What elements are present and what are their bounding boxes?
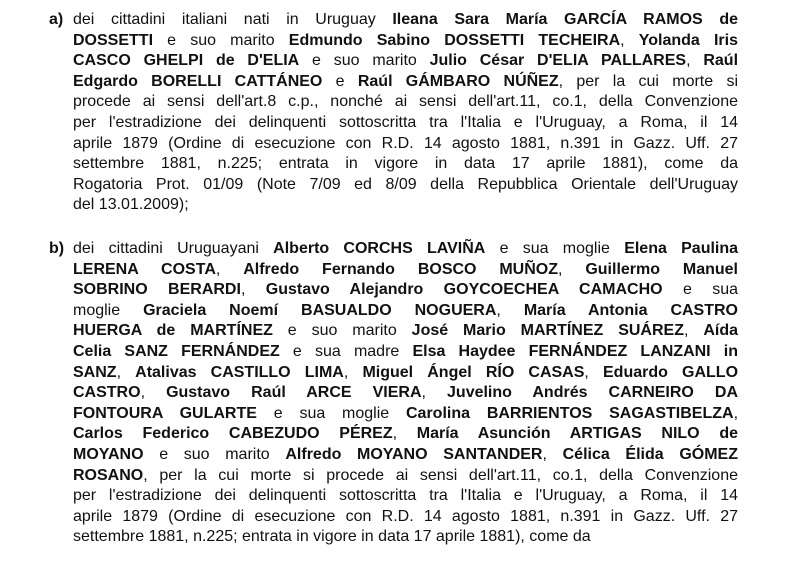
bold-name-segment: Raúl: [703, 52, 739, 70]
text-segment: ,: [496, 301, 524, 319]
text-segment: e sua moglie: [485, 240, 625, 257]
bold-name-segment: María Asunción ARTIGAS NILO de: [416, 425, 739, 443]
text-line: [73, 363, 738, 384]
text-line: [73, 301, 738, 322]
bold-name-segment: Yolanda Iris: [638, 31, 739, 49]
bold-name-segment: Gustavo Alejandro GOYCOECHEA CAMACHO: [265, 281, 663, 299]
bold-name-segment: Graciela Noemí BASUALDO NOGUERA: [143, 301, 497, 319]
text-segment: e sua madre: [279, 342, 413, 360]
text-segment: , per la cui morte si procede ai sensi dell'art.11, co.1, della Convenzione: [143, 466, 738, 484]
bold-name-segment: Raúl GÁMBARO NÚÑEZ: [357, 72, 559, 90]
text-segment: ,: [421, 384, 448, 402]
text-segment: settembre 1881, n.225; entrata in vigore in data 17 aprile 1881), come da: [73, 155, 738, 173]
text-segment: dei cittadini italiani nati in Uruguay: [73, 11, 393, 28]
bold-name-segment: Ileana Sara María GARCÍA RAMOS de: [392, 11, 739, 28]
text-segment: ,: [240, 281, 266, 299]
text-segment: , per la cui morte si: [558, 72, 738, 90]
bold-name-segment: Alfredo Fernando BOSCO MUÑOZ: [243, 260, 559, 278]
bold-name-segment: MOYANO: [73, 445, 144, 463]
text-line: [73, 51, 738, 72]
bold-name-segment: Eduardo GALLO: [603, 363, 739, 381]
text-segment: e suo marito: [143, 445, 286, 463]
paragraph-b: [73, 239, 738, 548]
bold-name-segment: LERENA COSTA: [73, 260, 216, 278]
text-line: [73, 321, 738, 342]
text-segment: procede ai sensi dell'art.8 c.p., nonché ai sensi dell'art.11, co.1, della Convenzione: [73, 93, 738, 111]
text-line: [73, 466, 738, 487]
bold-name-segment: SANZ: [73, 363, 117, 381]
bold-name-segment: Gustavo Raúl ARCE VIERA: [166, 384, 422, 402]
text-segment: ,: [620, 31, 639, 49]
paragraph-a: [73, 10, 738, 216]
bold-name-segment: ROSANO: [73, 466, 144, 484]
text-segment: ,: [584, 363, 603, 381]
bold-name-segment: Celia SANZ FERNÁNDEZ: [73, 342, 280, 360]
bold-name-segment: Alberto CORCHS LAVIÑA: [273, 240, 486, 257]
text-segment: ,: [542, 445, 563, 463]
bold-name-segment: Carlos Federico CABEZUDO PÉREZ: [73, 425, 393, 443]
bold-name-segment: María Antonia CASTRO: [523, 301, 739, 319]
text-line: [73, 527, 738, 548]
bold-name-segment: Elena Paulina: [624, 240, 739, 257]
text-line: [73, 342, 738, 363]
text-line: [73, 260, 738, 281]
bold-name-segment: DOSSETTI: [73, 31, 154, 49]
text-line: [73, 507, 738, 528]
text-line: [73, 404, 738, 425]
bold-name-segment: CASTRO: [73, 384, 141, 402]
text-line: [73, 383, 738, 404]
text-segment: ,: [686, 52, 704, 70]
item-label-b: b): [49, 240, 65, 257]
text-line: [73, 424, 738, 445]
bold-name-segment: FONTOURA GULARTE: [73, 404, 257, 422]
text-line: [73, 31, 738, 52]
bold-name-segment: Aída: [703, 322, 738, 340]
text-line: [73, 10, 738, 31]
text-segment: aprile 1879 (Ordine di esecuzione con R.D. 14 agosto 1881, n.391 in Gazz. Uff. 27: [73, 507, 738, 525]
bold-name-segment: Julio César D'ELIA PALLARES: [429, 52, 687, 70]
bold-name-segment: HUERGA de MARTÍNEZ: [73, 322, 273, 340]
bold-name-segment: Célica Élida GÓMEZ: [562, 445, 739, 463]
text-segment: e suo marito: [272, 322, 412, 340]
text-segment: dei cittadini Uruguayani: [73, 240, 274, 257]
text-line: [73, 280, 738, 301]
text-segment: del 13.01.2009);: [73, 196, 189, 214]
bold-name-segment: CASCO GHELPI de D'ELIA: [73, 52, 300, 70]
text-segment: ,: [140, 384, 167, 402]
text-segment: e: [322, 72, 358, 90]
text-line: [73, 239, 738, 260]
text-segment: e sua: [662, 281, 738, 299]
text-line: [73, 486, 738, 507]
item-label-a: a): [49, 11, 64, 28]
text-segment: ,: [116, 363, 136, 381]
text-line: [73, 175, 738, 196]
text-segment: e suo marito: [299, 52, 430, 70]
text-line: [73, 134, 738, 155]
text-line: [73, 113, 738, 134]
text-segment: settembre 1881, n.225; entrata in vigore in data 17 aprile 1881), come da: [73, 528, 591, 546]
text-segment: ,: [558, 260, 586, 278]
text-segment: ,: [215, 260, 244, 278]
bold-name-segment: Elsa Haydee FERNÁNDEZ LANZANI in: [412, 342, 739, 360]
bold-name-segment: Guillermo Manuel: [585, 260, 738, 278]
bold-name-segment: Edgardo BORELLI CATTÁNEO: [73, 72, 323, 90]
text-segment: per l'estradizione dei delinquenti sottoscritta tra l'Italia e l'Uruguay, a Roma, il 14: [73, 113, 738, 131]
text-segment: ,: [683, 322, 704, 340]
text-segment: Rogatoria Prot. 01/09 (Note 7/09 ed 8/09 della Repubblica Orientale dell'Uruguay: [73, 175, 738, 193]
bold-name-segment: Miguel Ángel RÍO CASAS: [362, 363, 585, 381]
bold-name-segment: Alfredo MOYANO SANTANDER: [285, 445, 543, 463]
text-line: [73, 154, 738, 175]
bold-name-segment: Atalivas CASTILLO LIMA: [135, 363, 344, 381]
text-segment: moglie: [73, 301, 144, 319]
text-segment: ,: [733, 404, 739, 422]
bold-name-segment: Carolina BARRIENTOS SAGASTIBELZA: [406, 404, 734, 422]
text-segment: ,: [343, 363, 363, 381]
bold-name-segment: SOBRINO BERARDI: [73, 281, 241, 299]
text-segment: ,: [392, 425, 417, 443]
text-line: [73, 72, 738, 93]
text-segment: e suo marito: [153, 31, 289, 49]
text-segment: aprile 1879 (Ordine di esecuzione con R.D. 14 agosto 1881, n.391 in Gazz. Uff. 27: [73, 134, 738, 152]
text-segment: e sua moglie: [256, 404, 406, 422]
text-line: [73, 445, 738, 466]
bold-name-segment: José Mario MARTÍNEZ SUÁREZ: [411, 322, 684, 340]
text-line: [73, 195, 738, 216]
bold-name-segment: Edmundo Sabino DOSSETTI TECHEIRA: [288, 31, 621, 49]
bold-name-segment: Juvelino Andrés CARNEIRO DA: [447, 384, 739, 402]
text-line: [73, 92, 738, 113]
text-segment: per l'estradizione dei delinquenti sottoscritta tra l'Italia e l'Uruguay, a Roma, il 14: [73, 487, 738, 505]
